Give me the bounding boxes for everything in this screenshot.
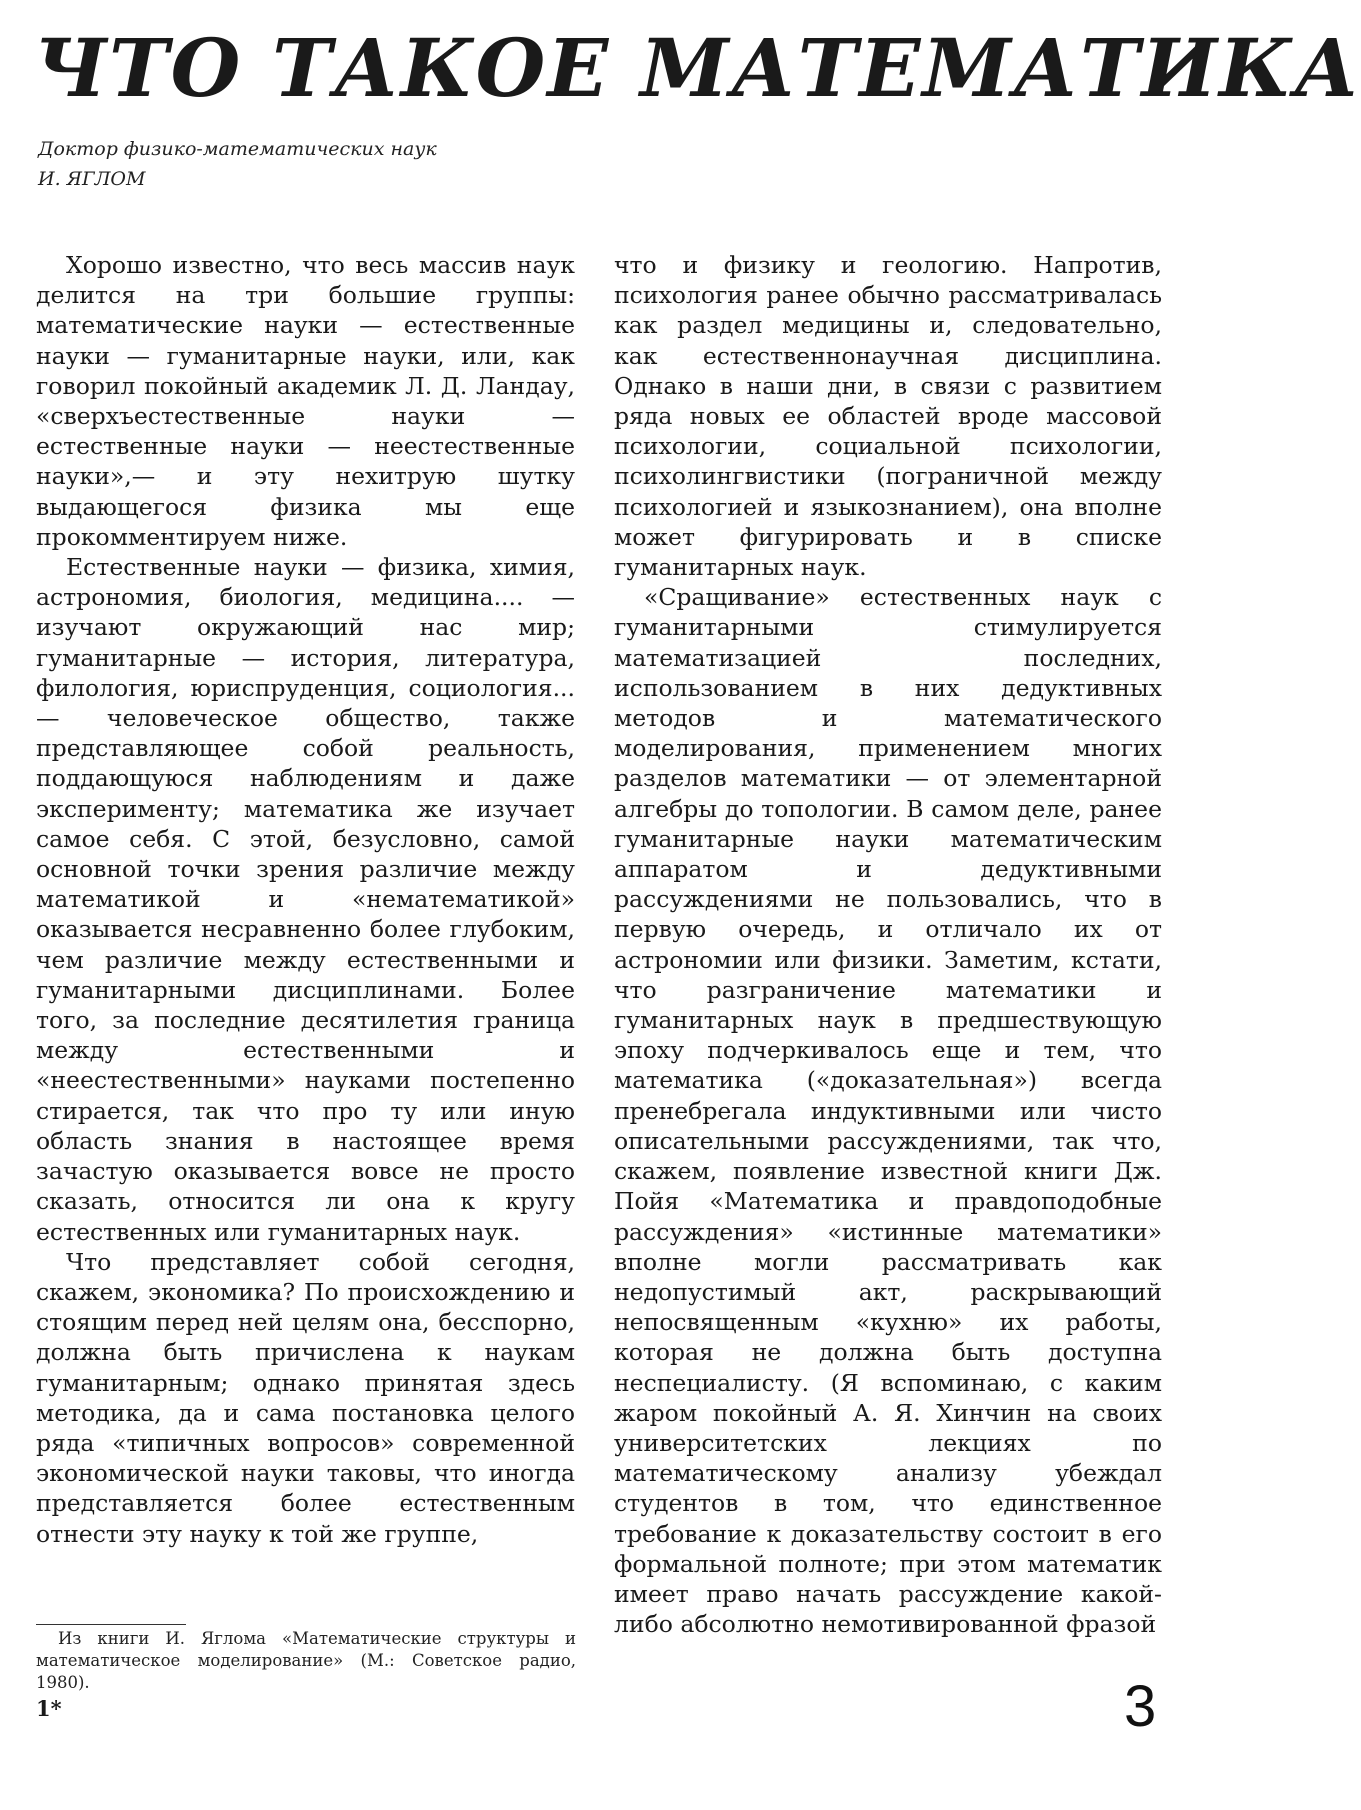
right-text-column [614, 250, 1162, 1639]
footnote: Из книги И. Яглома «Математические структуры и математическое моделирование» (М.: Советское радио, 1980). [36, 1629, 576, 1692]
paragraph: Хорошо известно, что весь массив наук делится на три большие группы: математические науки — естественные науки — гуманитарные науки, или, как говорил покойный академик Л. Д. Ландау, «сверхъестественные науки — естественные науки — неестественные науки»,— и эту нехитрую шутку выдающегося физика мы еще прокомментируем ниже. [36, 251, 575, 551]
paragraph: Что представляет собой сегодня, скажем, экономика? По происхождению и стоящим перед ней целям она, бесспорно, должна быть причислена к наукам гуманитарным; однако принятая здесь методика, да и сама постановка целого ряда «типичных вопросов» современной экономической науки таковы, что иногда представляется более естественным отнести эту науку к той же группе, [36, 1247, 575, 1548]
author-name: И. ЯГЛОМ [38, 168, 146, 190]
article-title: ЧТО ТАКОЕ МАТЕМАТИКА [34, 21, 1361, 115]
paragraph: что и физику и геологию. Напротив, психология ранее обычно рассматривалась как раздел медицины и, следовательно, как естественнонаучная дисциплина. Однако в наши дни, в связи с развитием ряда новых ее областей вроде массовой психологии, социальной психологии, психолингвистики (пограничной между психологией и языкознанием), она вполне может фигурировать и в списке гуманитарных наук. [614, 251, 1162, 582]
printer-signature-mark: 1* [36, 1696, 62, 1721]
page-number: 3 [1124, 1674, 1157, 1739]
paragraph: Естественные науки — физика, химия, астрономия, биология, медицина.... — изучают окружающий нас мир; гуманитарные — история, литература, филология, юриспруденция, социология... — человеческое общество, также представляющее собой реальность, поддающуюся наблюдениям и даже эксперименту; математика же изучает самое себя. С этой, безусловно, самой основной точки зрения различие между математикой и «нематематикой» оказывается несравненно более глубоким, чем различие между естественными и гуманитарными дисциплинами. Более того, за последние десятилетия граница между естественными и «неестественными» науками постепенно стирается, так что про ту или иную область знания в настоящее время зачастую оказывается вовсе не просто сказать, относится ли она к кругу естественных или гуманитарных наук. [36, 553, 575, 1246]
left-text-column [36, 250, 575, 1549]
author-degree: Доктор физико-математических наук [38, 138, 437, 160]
footnote-divider [36, 1624, 186, 1625]
paragraph: «Сращивание» естественных наук с гуманитарными стимулируется математизацией последних, использованием в них дедуктивных методов и математического моделирования, применением многих разделов математики — от элементарной алгебры до топологии. В самом деле, ранее гуманитарные науки математическим аппаратом и дедуктивными рассуждениями не пользовались, что в первую очередь, и отличало их от астрономии или физики. Заметим, кстати, что разграничение математики и гуманитарных наук в предшествующую эпоху подчеркивалось еще и тем, что математика («доказательная») всегда пренебрегала индуктивными или чисто описательными рассуждениями, так что, скажем, появление известной книги Дж. Пойя «Математика и правдоподобные рассуждения» «истинные математики» вполне могли рассматривать как недопустимый акт, раскрывающий непосвященным «кухню» их работы, которая не должна быть доступна неспециалисту. (Я вспоминаю, с каким жаром покойный А. Я. Хинчин на своих университетских лекциях по математическому анализу убеждал студентов в том, что единственное требование к доказательству состоит в его формальной полноте; при этом математик имеет право начать рассуждение какой-либо абсолютно немотивированной фразой [614, 583, 1162, 1639]
author-byline [38, 134, 437, 194]
